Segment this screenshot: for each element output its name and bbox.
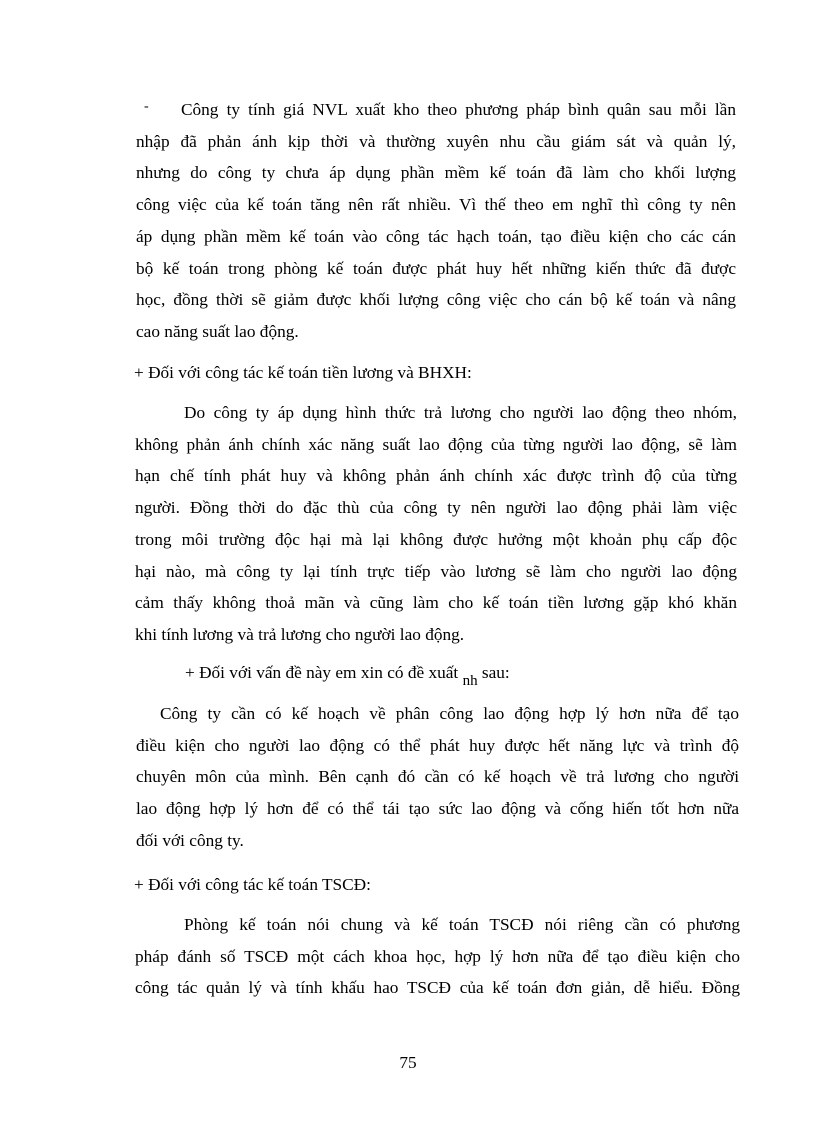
text-line: hạn chế tính phát huy và không phản ánh chính xác được trình độ của từng [135, 466, 737, 486]
text-line: Phòng kế toán nói chung và kế toán TSCĐ nói riêng cần có phương [184, 915, 740, 934]
bullet-marker: - [144, 99, 149, 114]
text-line: công tác quản lý và tính khấu hao TSCĐ của kế toán đơn giản, dễ hiểu. Đồng [135, 978, 740, 998]
text-line: điều kiện cho người lao động có thể phát huy được hết năng lực và trình độ [136, 735, 739, 755]
text-line: Do công ty áp dụng hình thức trả lương cho người lao động theo nhóm, [184, 403, 737, 422]
text-line: Công ty tính giá NVL xuất kho theo phương pháp bình quân sau mỗi lần [181, 100, 736, 119]
paragraph-tscd [135, 909, 740, 1004]
heading-tscd: + Đối với công tác kế toán TSCĐ: [134, 875, 371, 894]
proposal-subscript: nh [462, 673, 478, 689]
paragraph-proposal [136, 698, 739, 857]
heading-salary: + Đối với công tác kế toán tiền lương và BHXH: [134, 363, 472, 382]
text-line: trong môi trường độc hại mà lại không được hưởng một khoản phụ cấp độc [135, 529, 737, 549]
text-line: không phản ánh chính xác năng suất lao động của từng người lao động, sẽ làm [135, 434, 737, 454]
text-line: hại nào, mà công ty lại tính trực tiếp vào lương sẽ làm cho người lao động [135, 561, 737, 581]
text-line: học, đồng thời sẽ giảm được khối lượng công việc cho cán bộ kế toán và nâng [136, 290, 736, 310]
page-number: 75 [399, 1053, 417, 1072]
proposal-heading [185, 657, 745, 691]
text-line: công việc của kế toán tăng nên rất nhiều. Vì thế theo em nghĩ thì công ty nên [136, 195, 736, 215]
proposal-text-end: sau: [477, 663, 510, 682]
text-line: chuyên môn của mình. Bên cạnh đó cần có kế hoạch về trả lương cho người [136, 767, 739, 787]
text-line: lao động hợp lý hơn để có thể tái tạo sức lao động và cống hiến tốt hơn nữa [136, 799, 739, 819]
text-line: áp dụng phần mềm kế toán vào công tác hạch toán, tạo điều kiện cho các cán [136, 226, 736, 246]
text-line: người. Đồng thời do đặc thù của công ty nên người lao động phải làm việc [135, 498, 737, 518]
text-line: nhập đã phản ánh kịp thời và thường xuyên nhu cầu giám sát và quản lý, [136, 131, 736, 151]
text-line: nhưng do công ty chưa áp dụng phần mềm kế toán đã làm cho khối lượng [136, 163, 736, 183]
text-line: cao năng suất lao động. [136, 321, 299, 341]
text-line: pháp đánh số TSCĐ một cách khoa học, hợp lý hơn nữa để tạo điều kiện cho [135, 946, 740, 966]
text-line: đối với công ty. [136, 830, 244, 850]
text-line: khi tính lương và trả lương cho người lao động. [135, 624, 465, 644]
text-line: bộ kế toán trong phòng kế toán được phát huy hết những kiến thức đã được [136, 258, 736, 278]
paragraph-nvl-pricing [136, 94, 736, 348]
proposal-text: + Đối với vấn đề này em xin có đề xuất [185, 663, 463, 682]
paragraph-salary [135, 397, 737, 651]
text-line: cảm thấy không thoả mãn và cũng làm cho kế toán tiền lương gặp khó khăn [135, 593, 737, 613]
text-line: Công ty cần có kế hoạch về phân công lao động hợp lý hơn nữa để tạo [160, 704, 739, 723]
